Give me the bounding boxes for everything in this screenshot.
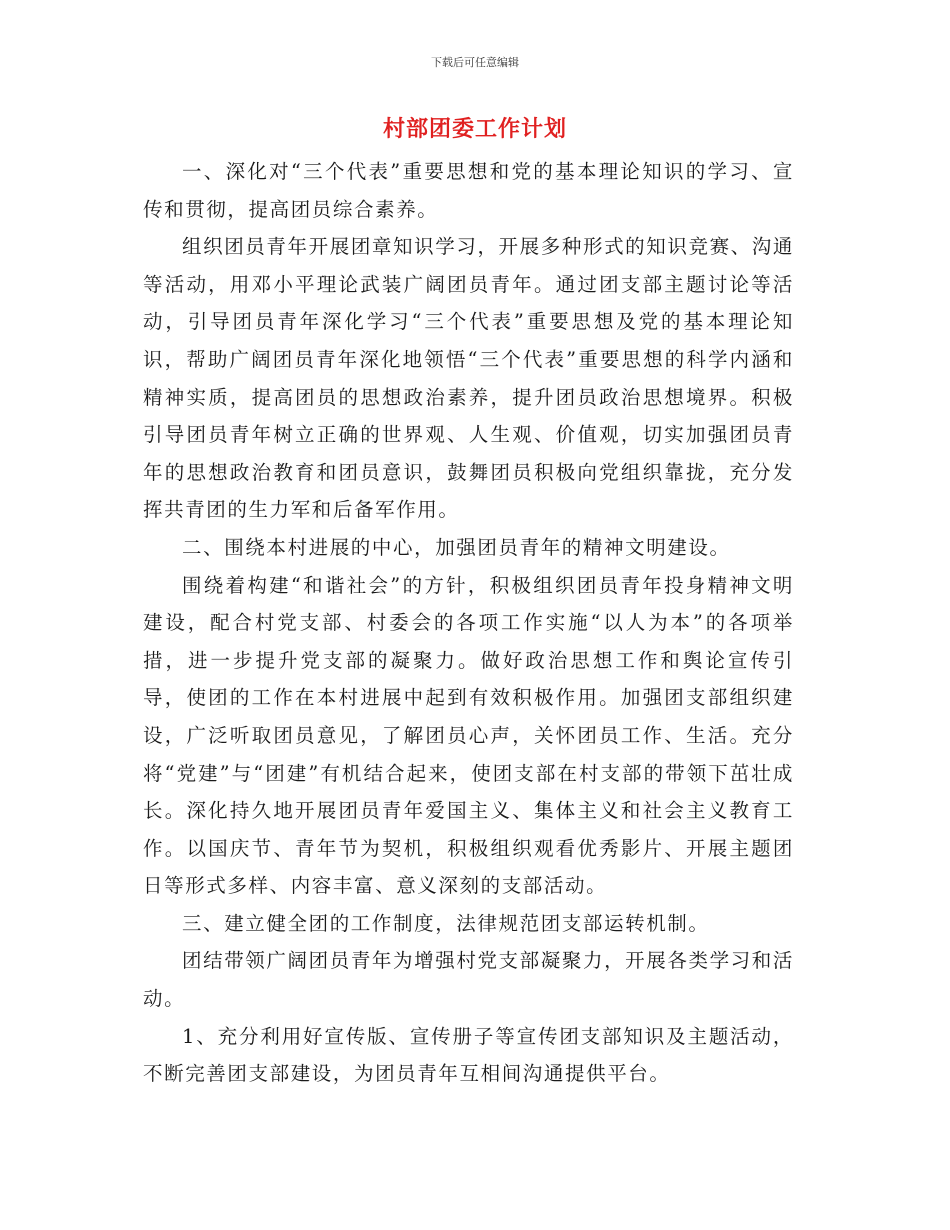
body-paragraph: 团结带领广阔团员青年为增强村党支部凝聚力，开展各类学习和活动。	[143, 949, 794, 1011]
body-paragraph: 围绕着构建“和谐社会”的方针，积极组织团员青年投身精神文明建设，配合村党支部、村委会的各项工作实施“以人为本”的各项举措，进一步提升党支部的凝聚力。做好政治思想工作和舆论宣传引导，使团的工作在本村进展中起到有效积极作用。加强团支部组织建设，广泛听取团员意见，了解团员心声，关怀团员工作、生活。充分将“党建”与“团建”有机结合起来，使团支部在村支部的带领下茁壮成长。深化持久地开展团员青年爱国主义、集体主义和社会主义教育工作。以国庆节、青年节为契机，积极组织观看优秀影片、开展主题团日等形式多样、内容丰富、意义深刻的支部活动。	[143, 573, 794, 898]
section-heading-2: 二、围绕本村进展的中心，加强团员青年的精神文明建设。	[182, 535, 731, 559]
document-body	[143, 153, 794, 1093]
body-paragraph: 组织团员青年开展团章知识学习，开展多种形式的知识竞赛、沟通等活动，用邓小平理论武装广阔团员青年。通过团支部主题讨论等活动，引导团员青年深化学习“三个代表”重要思想及党的基本理论知识，帮助广阔团员青年深化地领悟“三个代表”重要思想的科学内涵和精神实质，提高团员的思想政治素养，提升团员政治思想境界。积极引导团员青年树立正确的世界观、人生观、价值观，切实加强团员青年的思想政治教育和团员意识，鼓舞团员积极向党组织靠拢，充分发挥共青团的生力军和后备军作用。	[143, 235, 794, 522]
body-paragraph: 1、充分利用好宣传版、宣传册子等宣传团支部知识及主题活动，不断完善团支部建设，为团员青年互相间沟通提供平台。	[143, 1024, 794, 1086]
document-title: 村部团委工作计划	[382, 116, 567, 142]
section-heading-3: 三、建立健全团的工作制度，法律规范团支部运转机制。	[182, 911, 710, 935]
section-heading-1: 一、深化对“三个代表”重要思想和党的基本理论知识的学习、宣传和贯彻，提高团员综合素养。	[143, 160, 794, 221]
header-note: 下载后可任意编辑	[431, 56, 519, 69]
